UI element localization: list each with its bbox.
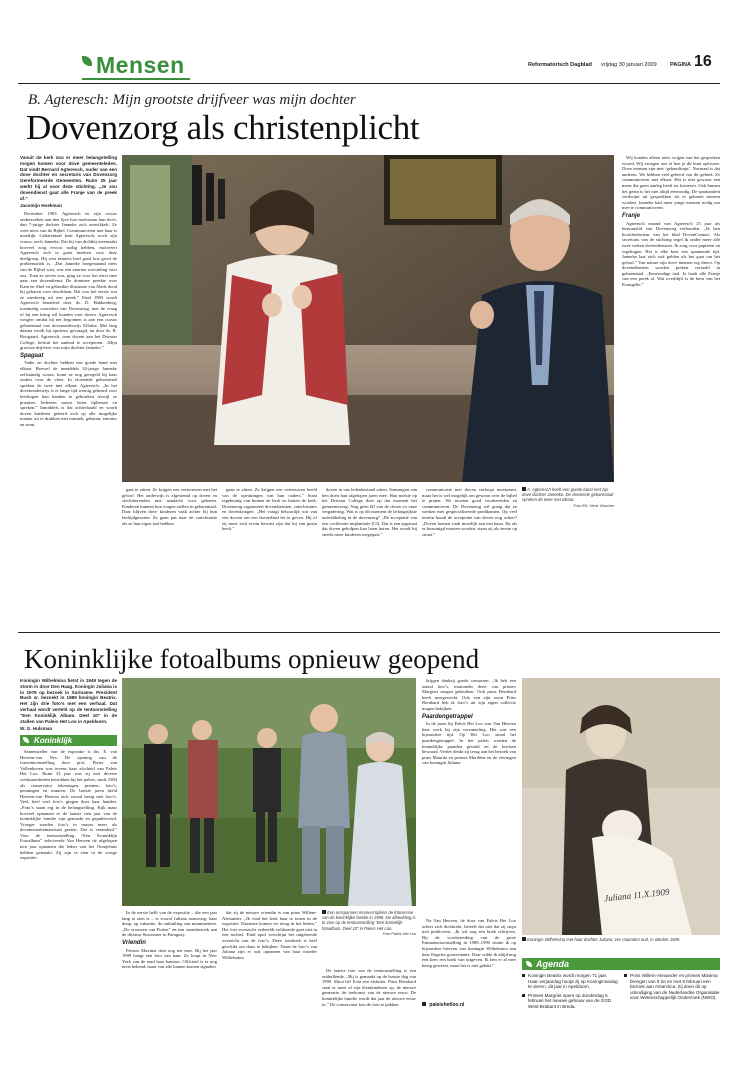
article2-col2 (122, 910, 217, 1048)
article2-subhead-vriendin: Vriendin (122, 939, 146, 946)
agenda-list-right (624, 973, 720, 1001)
article1-body-5: communicatie met doven verloopt moeizaam, maar het is wel mogelijk om gewoon over de bijbel te praten. We moeten goed voorbereiden en communiceren. De Dovenzorg wil graag dat ze werken met gespecialiseerde predikanten. Op veel terrein houdt de acceptatie van doven nog achter? „Doven komen vaak moeilijk aan een baan. En als er bezuinigd moeten worden, staan zij als eerste op straat.” (422, 487, 517, 537)
website-link[interactable] (422, 1002, 464, 1008)
article1-kicker: B. Agteresch: Mijn grootste drijfveer was mijn dochter (28, 92, 356, 108)
agenda-item: Prins Willem-Alexander en prinses Máxima brengen van 8 tot en met 9 februari een bezoek aan Antarctica. Zij doen dit op uitnodiging van de Nederlandse Organisatie voor Wetenschappelijk Onderzoek (NWO). (624, 973, 720, 1001)
article2-body-5b: In de jaren bij Paleis Het Loo was Van Heuven haar werk bij zijn verzameling. Het was een bijzondere tijd. Op Het Loo stond het paardengetrappel. In het paleis werden de koninklijke paarden gestald en de koetsen bewaard. Verder denkt zij terug aan het bezoek van prins Mauritz en prinses Marilène en de vieringen van koningin Juliana. (422, 721, 516, 766)
bullet-icon (624, 974, 627, 977)
article2-lead: Koningin Wilhelmina fietst in 1949 tegen de storm in door Den Haag. Koningin Juliana is in 1979 op bezoek in Suriname. President Bush sr. bezoekt in 1989 koningin Beatrix. Het zijn drie foto’s met een verhaal. Dat verhaal wordt verteld op de tentoonstelling “Een Koninklijk Album. Deel 10” in de stallen van Paleis Het Loo in Apeldoorn. (20, 678, 117, 724)
article1-col3 (222, 487, 317, 625)
agenda-item: Koningin Beatrix wordt morgen 71 jaar. Haar verjaardag hoopt zij op Koninginnedag te vieren, dit jaar in Apeldoorn. (522, 973, 618, 990)
article2-col5 (422, 678, 516, 918)
article2-body-4: De laatste foto van de tentoonstelling is een onthullende. „Bij is gemaakt op de laatste dag van 1999. Mooi hè! Echt een afsluiter. Prins Bernhard staat er meer al zijn kleinkinderen op, de nieuwe generatie, de toekomst van de nieuwe eeuw. De koninklijke familie wordt dat jaar de nieuwe eeuw in.” De conservator ken de foto te pakken (322, 968, 416, 1007)
article1-body-1: December 1983. Agteresch en zijn vrouw onderzoeken aan den lijve hoe moeizaam hun dove, dan 7-jarige dochter Janneke zich ontwikkelt. Ze weet niets van de Bijbel. Communiceren met haar is moeilijk. Gebarentaal kent Agteresch, noch zijn vrouw, noch Janneke. Dat hij van dichtbij meemaakt hoeveel zorg ervoor nodig hebben, motiveert Agteresch zich te gaan inzetten voor deze doelgroep. Hij wist immers heel goed hoe groot de problematiek is. „Dat Janneke hoegenaamd niets van de Bijbel wist, was een enorme worsteling voor ons. Toen ze zeven was, ging ze voor het eerst mee naar een dovendienst. De dominee preekte over Kain en Abel en gebruikte illustratie van Abels dood bij gebaren voor doodslaan. Dat was het eerste wat ze meekreeg uit een preek.” Eind 1983 wordt Agteresch benaderd door ds. D. Hakkenberg, toenmalig voorzitter van Dovenzorg, met de vraag of hij een kring wil houden voor doven. Agteresch weigert omdat hij net begonnen is aan een cursus gebarentaal van dovenonderwijs Effatha. Met lang daarna wordt hij opnieuw gevraagd, nu door ds. R. Boogaard. Agteresch, toen docent aan het Driestar College, besluit het aanbod te accepteren. „Mijn grootste drijfveer was mijn dochter Janneke.” (20, 210, 117, 351)
article2-caption (322, 910, 416, 966)
article1-caption-text: A. Agteresch heeft een goede band met zijn dove dochter Janneke. De vloeiende gebarentaal spreken de twee met elkaar. (522, 487, 614, 503)
article2-body-3: dat zij de nieuwe vriendin is van prins Willem-Alexander. „Ik vind het leuk haar te tonen in de expositie. Daarmee komen we terug in het heden.” Het foto-overzicht verbeeldt voldoende gaat niet in een archief. Eind april verschijnt het uitgebreide overzicht van de foto’s. Deze fotoboek is heel geschikt om thuis te bekijken. Naast de foto’s van Juliana zijn er ook opnamen van haar moeder Wilhelmina. (222, 910, 317, 960)
article1-body-1b: Vader en dochter hebben een goede band met elkaar. Hoewel de inmiddels 32-jarige Janneke zelfstandig woont, komt ze nog geregeld bij haar ouders over de vloer. In vloeiende gebarentaal spreken de twee met elkaar. Agteresch: „In het dovenonderwijs is er lange tijd weinig gebeurd voor leerlingen hun handen te gebruiken terwijl ze praatten. Iedereen moest leren lipleezen en spreken.” Inmiddels is dat achterhaald en wordt doven kinderen geleerd zich op alle mogelijke manier uit te drukken met mimiek, gebaren, emoties en stem. (20, 360, 117, 427)
section-logo (82, 52, 190, 80)
article2-body-1: Samensteller van de expositie is drs. E. van Heuven-van Nes. De opening van de fototentoonstelling door prof. Pieter van Vollenhoven was tevens haar afscheid van Paleis Het Loo. Ruim 33 jaar was zij met diverse werkzaamheden betrokken bij het paleis, sinds 1984 als conservator tekeningen, prenten, foto’s, penningen en munten. De laatste jaren hield Heuven-van Heuven zich vooral bezig met foto’s. Veel, heel veel foto’s gingen door haar handen. „Foto’s staan erg in de belangstelling. Kijk maar hoeveel opnamen er de laatste tien jaar van de koninklijke familie zijn gemaakt en gepubliceerd. Vroeger werden foto’s in musea meer als documentatiemateriaal gezien. Dat is veranderd.” Voor de tentoonstelling “Een Koninklijk Fotoalbum” selecteerde Van Heuven de afgelopen tien jaar opnamen die leden van het Oranjehuis hebben gemaakt. Zij zijn te zien in de vorige expositie. (20, 748, 117, 861)
article1-photo-credit: Foto RD, Henk Visscher (573, 503, 614, 508)
article1-body-6b: Agteresch maand van Agteresch 25 jaar als bestuurslid van Dovenzorg verbonden. „Ik ben hoofdredacteur van het blad DovenContact. Als secretaris van de stichting regel ik onder meer alle twee weken dovendiensten. Ik zorg voor papieren en regelingen. Het is elke keer een spannende tijd. Janneke laat zich ook gelden als het gaat om het geloof.” Van nature zijn dove mensen erg direct. Op dovendiensten worden preken vertaald in gebarentaal. „Eenvoudige taal. Je haalt alle Franje van een preek af. Wat overblijft is de kern van het Evangelie.” (622, 220, 720, 288)
article1-col5 (422, 487, 517, 625)
article2-body-6: Na Van Heuven, de door van Paleis Het Loo achter zich dichttrekt, beleeft dat niet dat zij stopt met publiceren. „Ik wil nog een boek schrijven. Bij de voorbereiding van de grote Emmatentoonstelling in 1989–1990 stuitte ik op bijzondere brieven van koningin Wilhelmina aan haar Engelse gouvernante. Daar wilde ik altijd nog een keer een boek van uitgeven. Ik ben er al mee bezig geweest, maar het is niet gelukt.” (422, 918, 516, 968)
article1-body-4: doven in ons ledenbestand zitten. Sommigen van hen doen hun afgelopen jaren mee. Hun meisje op het Driestar College doet op dat moment het gemeentezorg. Nog geen 60 van de doven in onze vergadering. Wat is op dit moment de belangrijkste ontwikkeling in de dovenzorg? „De acceptatie van een cochleaire implantatie (CI). Dat is een apparaat dat doven geholpen kan laten horen. Het wordt bij steeds meer kinderen toegepast.” (322, 487, 417, 537)
article1-col2 (122, 487, 217, 625)
section-divider (18, 632, 720, 633)
agenda-box (522, 958, 720, 1048)
date-line: vrijdag 30 januari 2009 (601, 62, 657, 68)
leaf-icon (82, 56, 92, 66)
photo-signature: Juliana 11.X.1909 (603, 886, 670, 904)
article2-col1 (20, 678, 117, 1048)
article1-lead: Vanuit de kerk zou er meer belangstelling mogen komen voor dove gemeenteleden. Dat vindt Bernard Agteresch, ouder van een dove dochter en secretaris van Dovenzorg Gereformeerde Gemeenten. Ruim 25 jaar werkt hij al voor deze stichting. „Je zou dovendienst gaat alle Franje van de preek af.” (20, 155, 117, 201)
bullet-icon (522, 974, 525, 977)
section-label: Mensen (96, 52, 185, 78)
article2-historic-photo (522, 678, 720, 935)
caption-marker-icon (322, 910, 326, 914)
article1-col1 (20, 155, 117, 625)
agenda-title: Agenda (536, 959, 570, 969)
bullet-icon (522, 994, 525, 997)
article1-body-6: Wij konden alleen niets volgen van het gesproken woord. Wij vroegen ons af hoe je dit kunt oplossen. Dove mensen zijn niet ‘gehandicapt’. Normaal is dat anderen. We hebben veel geleerd van dit gebied. Ze communiceren met elkaar. Het is niet gewoon een mens die geen aanleg heeft tot luisteren. Ook binnen het gezin is het niet altijd eenvoudig. De spontaniteit verdwijnt uit gesprekken als er gebaren moeten worden. Janneke had meer jonge mensen nodig om mee te communiceren. (622, 155, 720, 211)
koninklijk-label: Koninklijk (34, 735, 73, 745)
article1-subhead-spagaat: Spagaat (20, 352, 44, 359)
newspaper-name: Reformatorisch Dagblad (528, 62, 592, 68)
agenda-list-left (522, 973, 618, 1010)
article2-body-2: In de eerste helft van de expositie – die een jaar lang te zien is – is vooral Juliana aanwezig: haar doop, op vakantie, de onthulling van monumenten. „De vrouwen van Putten” en een staatsbezoek aan de dictator Stroessner in Paraguay. (122, 910, 217, 938)
article1-body-3: gaan te zitten. Ze krijgen een vertrouwen beeld van de opvattingen van hun ouders.” Staat regelmatig van binnen de kerk en buiten de kerk. Dovenzorg organiseert dovendiensten, catechisaties en dovenkringen. „Het vraagt behoorlijk wat van een docent om een dovenkind les te geven. Hij of zij moet zich ervan bewust zijn dat hij een gezin heeft.” (222, 487, 317, 532)
article2-body-2b: Prinses Maxima doet nog net mee. Bij het jaar 1999 hangt een foto van haar. Ze loopt in New York van de raad haar kantoor. Officieel is er nog niets bekend, maar van alle kanten komen signalen (122, 947, 217, 970)
article2-col6 (422, 918, 516, 998)
article2-headline: Koninklijke fotoalbums opnieuw geopend (24, 644, 480, 674)
link-icon (422, 1002, 426, 1006)
page-number: 16 (694, 53, 712, 70)
article2-col4 (322, 968, 416, 1048)
article1-caption (522, 487, 614, 547)
caption-marker-icon (522, 487, 526, 491)
article1-col6 (622, 155, 720, 625)
article1-main-photo (122, 155, 614, 482)
article2-subhead-paardengetrappel: Paardengetrappel (422, 713, 473, 720)
koninklijk-logo (20, 735, 117, 746)
article1-subhead-franje: Franje (622, 212, 641, 219)
article2-historic-caption (522, 937, 720, 951)
article2-body-5: krijgen dankzij goede contacten. „Ik heb een aantal foto’s, waaronder deze, van prinses Margriet mogen gebruiken. Ook prins Bernhard heeft meegewerkt. Ook van zijn zoon Prins Bernhard heb ik foto’s uit zijn eigen collectie mogen bekijken. (422, 678, 516, 711)
article2-historic-caption-text: Koningin Wilhelmina met haar dochter Juliana, zes maanden oud, in oktober 1909. (527, 937, 681, 942)
article1-col4 (322, 487, 417, 625)
agenda-item: Prinses Margriet opent op donderdag 5 februari het nieuwe gebouw van de GGD West-Brabant in Breda. (522, 993, 618, 1010)
caption-marker-icon (522, 937, 526, 941)
page-label: PAGINA (670, 62, 691, 68)
article2-col3 (222, 910, 317, 1048)
agenda-header (522, 958, 720, 970)
header-rule (18, 83, 720, 84)
article2-photo-credit: Foto Paleis Het Loo (382, 931, 416, 936)
article2-caption-text: Een ontspannen moment tijdens de fotosessie van de koninklijke familie in 1998. De afbeelding is te zien op de tentoonstelling “Een koninklijk fotoalbum. Deel 10” in Paleis Het Loo. (322, 910, 416, 931)
article2-main-photo (122, 678, 416, 906)
website-url: paleishetloo.nl (429, 1002, 465, 1008)
leaf-icon (23, 737, 29, 743)
page-header (18, 50, 720, 82)
article1-body-2: gaat te zitten. Ze krijgen een vertrouwen met het geloof. Het onderwijs is afgestemd op doven en slechthorenden met aandacht voor gebaren. Kinderen kunnen hun vragen stellen in gebarentaal. Daar blijven dove kinderen vaak achter bij hun leeftijdgenoten. Ze gaan pas naar de catechisatie als ze hun eigen taal hebben. (122, 487, 217, 526)
article1-headline: Dovenzorg als christenplicht (26, 108, 420, 147)
leaf-icon (526, 961, 532, 967)
article2-author: W. G. Hulsman (20, 726, 53, 732)
article1-author: Jacomijn Hoekman (20, 203, 62, 209)
